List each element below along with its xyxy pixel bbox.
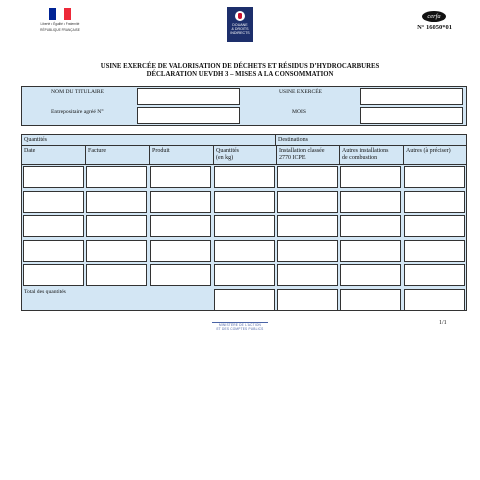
total-quantities-label: Total des quantités: [24, 289, 66, 295]
row-1-invoice-field[interactable]: [86, 166, 147, 188]
row-5-other-combustion-field[interactable]: [340, 264, 401, 286]
row-3-date-field[interactable]: [23, 215, 84, 237]
rf-name: RÉPUBLIQUE FRANÇAISE: [40, 28, 80, 32]
row-3-product-field[interactable]: [150, 215, 211, 237]
row-2-date-field[interactable]: [23, 191, 84, 213]
form-subtitle: DÉCLARATION UEVDH 3 – MISES A LA CONSOMMATION: [146, 71, 334, 78]
row-1-other-combustion-field[interactable]: [340, 166, 401, 188]
row-2-quantity-field[interactable]: [214, 191, 275, 213]
factory-label: USINE EXERCÉE: [279, 89, 323, 95]
form-number: N° 16050*01: [417, 24, 452, 31]
column-other-specify: Autres (à préciser): [403, 146, 466, 164]
column-date: Date: [24, 148, 36, 154]
row-5-icpe-field[interactable]: [277, 264, 338, 286]
row-2-other-field[interactable]: [404, 191, 465, 213]
row-3-quantity-field[interactable]: [214, 215, 275, 237]
row-3-icpe-field[interactable]: [277, 215, 338, 237]
quantities-table: [21, 134, 467, 311]
total-quantity-field[interactable]: [214, 289, 275, 311]
page-number: 1/1: [439, 320, 447, 326]
total-icpe-field[interactable]: [277, 289, 338, 311]
row-3-invoice-field[interactable]: [86, 215, 147, 237]
destinations-group-header: Destinations: [276, 135, 466, 146]
total-other-combustion-field[interactable]: [340, 289, 401, 311]
ministry-logo: MINISTÈRE DE L’ACTION ET DES COMPTES PUBLICS: [208, 322, 272, 331]
holder-name-label: NOM DU TITULAIRE: [51, 89, 105, 95]
column-icpe-installation: Installation classée 2770 ICPE: [276, 146, 339, 164]
row-2-icpe-field[interactable]: [277, 191, 338, 213]
entry-grid: [22, 164, 466, 310]
warehouse-label: Entrepositaire agréé N°: [51, 109, 104, 115]
row-2-other-combustion-field[interactable]: [340, 191, 401, 213]
total-other-field[interactable]: [404, 289, 465, 311]
row-5-invoice-field[interactable]: [86, 264, 147, 286]
row-4-product-field[interactable]: [150, 240, 211, 262]
column-invoice: Facture: [85, 146, 149, 164]
row-4-date-field[interactable]: [23, 240, 84, 262]
factory-field[interactable]: [360, 88, 463, 105]
warehouse-number-field[interactable]: [137, 107, 240, 124]
cerfa-logo: cerfa: [422, 11, 446, 22]
french-flag-icon: [49, 8, 71, 20]
row-5-quantity-field[interactable]: [214, 264, 275, 286]
row-5-other-field[interactable]: [404, 264, 465, 286]
column-other-combustion: Autres installations de combustion: [339, 146, 403, 164]
quantities-group-header: Quantités: [22, 135, 276, 146]
row-1-quantity-field[interactable]: [214, 166, 275, 188]
holder-name-field[interactable]: [137, 88, 240, 105]
row-5-product-field[interactable]: [150, 264, 211, 286]
douane-logo: DOUANE & DROITS INDIRECTS: [227, 7, 253, 42]
row-1-icpe-field[interactable]: [277, 166, 338, 188]
marianne-emblem-icon: [235, 11, 245, 21]
row-1-product-field[interactable]: [150, 166, 211, 188]
row-2-product-field[interactable]: [150, 191, 211, 213]
month-label: MOIS: [292, 109, 306, 115]
row-4-other-combustion-field[interactable]: [340, 240, 401, 262]
row-4-icpe-field[interactable]: [277, 240, 338, 262]
month-field[interactable]: [360, 107, 463, 124]
row-1-date-field[interactable]: [23, 166, 84, 188]
row-3-other-field[interactable]: [404, 215, 465, 237]
republique-francaise-logo: [40, 8, 80, 34]
form-title: USINE EXERCÉE DE VALORISATION DE DÉCHETS ET RÉSIDUS D’HYDROCARBURES: [100, 63, 380, 70]
row-5-date-field[interactable]: [23, 264, 84, 286]
row-4-other-field[interactable]: [404, 240, 465, 262]
identification-panel: [21, 86, 467, 126]
row-3-other-combustion-field[interactable]: [340, 215, 401, 237]
rf-motto: Liberté • Égalité • Fraternité: [40, 22, 80, 26]
row-1-other-field[interactable]: [404, 166, 465, 188]
row-4-quantity-field[interactable]: [214, 240, 275, 262]
row-2-invoice-field[interactable]: [86, 191, 147, 213]
row-4-invoice-field[interactable]: [86, 240, 147, 262]
column-quantity: Quantités (en kg): [213, 146, 276, 164]
column-product: Produit: [149, 146, 213, 164]
